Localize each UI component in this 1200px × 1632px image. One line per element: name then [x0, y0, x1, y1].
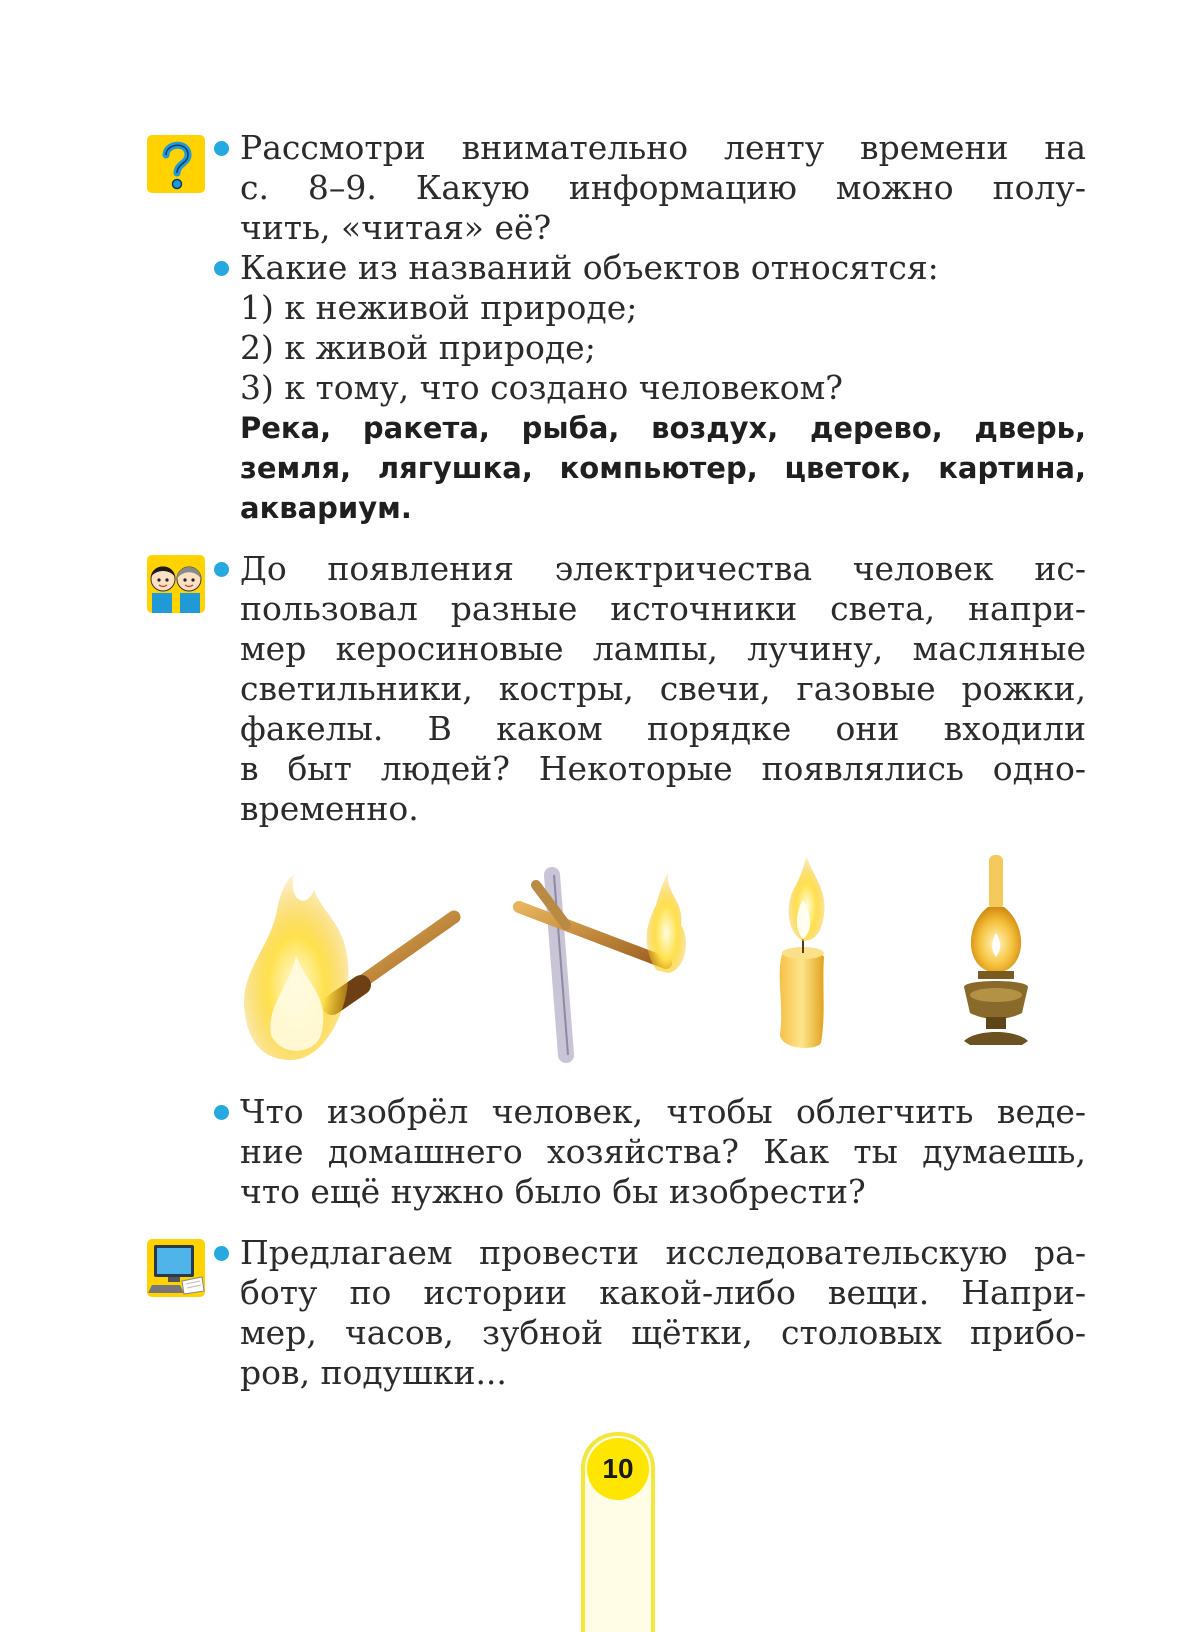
- bullet-marker: [214, 562, 229, 577]
- page-number: 10: [587, 1438, 649, 1500]
- splinter-holder-icon: [519, 873, 686, 1055]
- bullet-marker: [214, 1246, 229, 1261]
- computer-research-icon: [146, 1237, 206, 1297]
- question-mark-icon: [146, 133, 206, 193]
- torch-icon: [244, 875, 454, 1060]
- kerosene-lamp-icon: [964, 855, 1028, 1045]
- question-light-sources: До появления электричества человек ис- пользовал разные источники света, напри- мер керосиновые лампы, лучину, масляные светильники, костры, свечи, газовые рожки, факелы. В каком порядке они входили в быт людей? Некоторые появлялись одно- временно.: [240, 549, 1086, 828]
- question-timeline: Рассмотри внимательно ленту времени на с. 8–9. Какую информацию можно полу- чить, «читая» её?: [240, 128, 1086, 247]
- question-objects: Какие из названий объектов относятся: 1) к неживой природе; 2) к живой природе; 3) к тому, что создано человеком? Река, ракета, рыба, воздух, дерево, дверь, земля, лягушка, компьютер, цветок, картина, аквариум.: [240, 248, 1086, 525]
- pair-work-children-icon: [146, 553, 206, 613]
- bullet-marker: [214, 1105, 229, 1120]
- bullet-marker: [214, 141, 229, 156]
- research-assignment: Предлагаем провести исследовательскую ра- боту по истории какой-либо вещи. Напри- мер, часов, зубной щётки, столовых прибо- ров, подушки...: [240, 1233, 1086, 1392]
- question-inventions: Что изобрёл человек, чтобы облегчить веде- ние домашнего хозяйства? Как ты думаешь, что ещё нужно было бы изобрести?: [240, 1092, 1086, 1211]
- bullet-marker: [214, 261, 229, 276]
- candle-icon: [780, 855, 825, 1048]
- light-sources-illustration: [236, 845, 1086, 1070]
